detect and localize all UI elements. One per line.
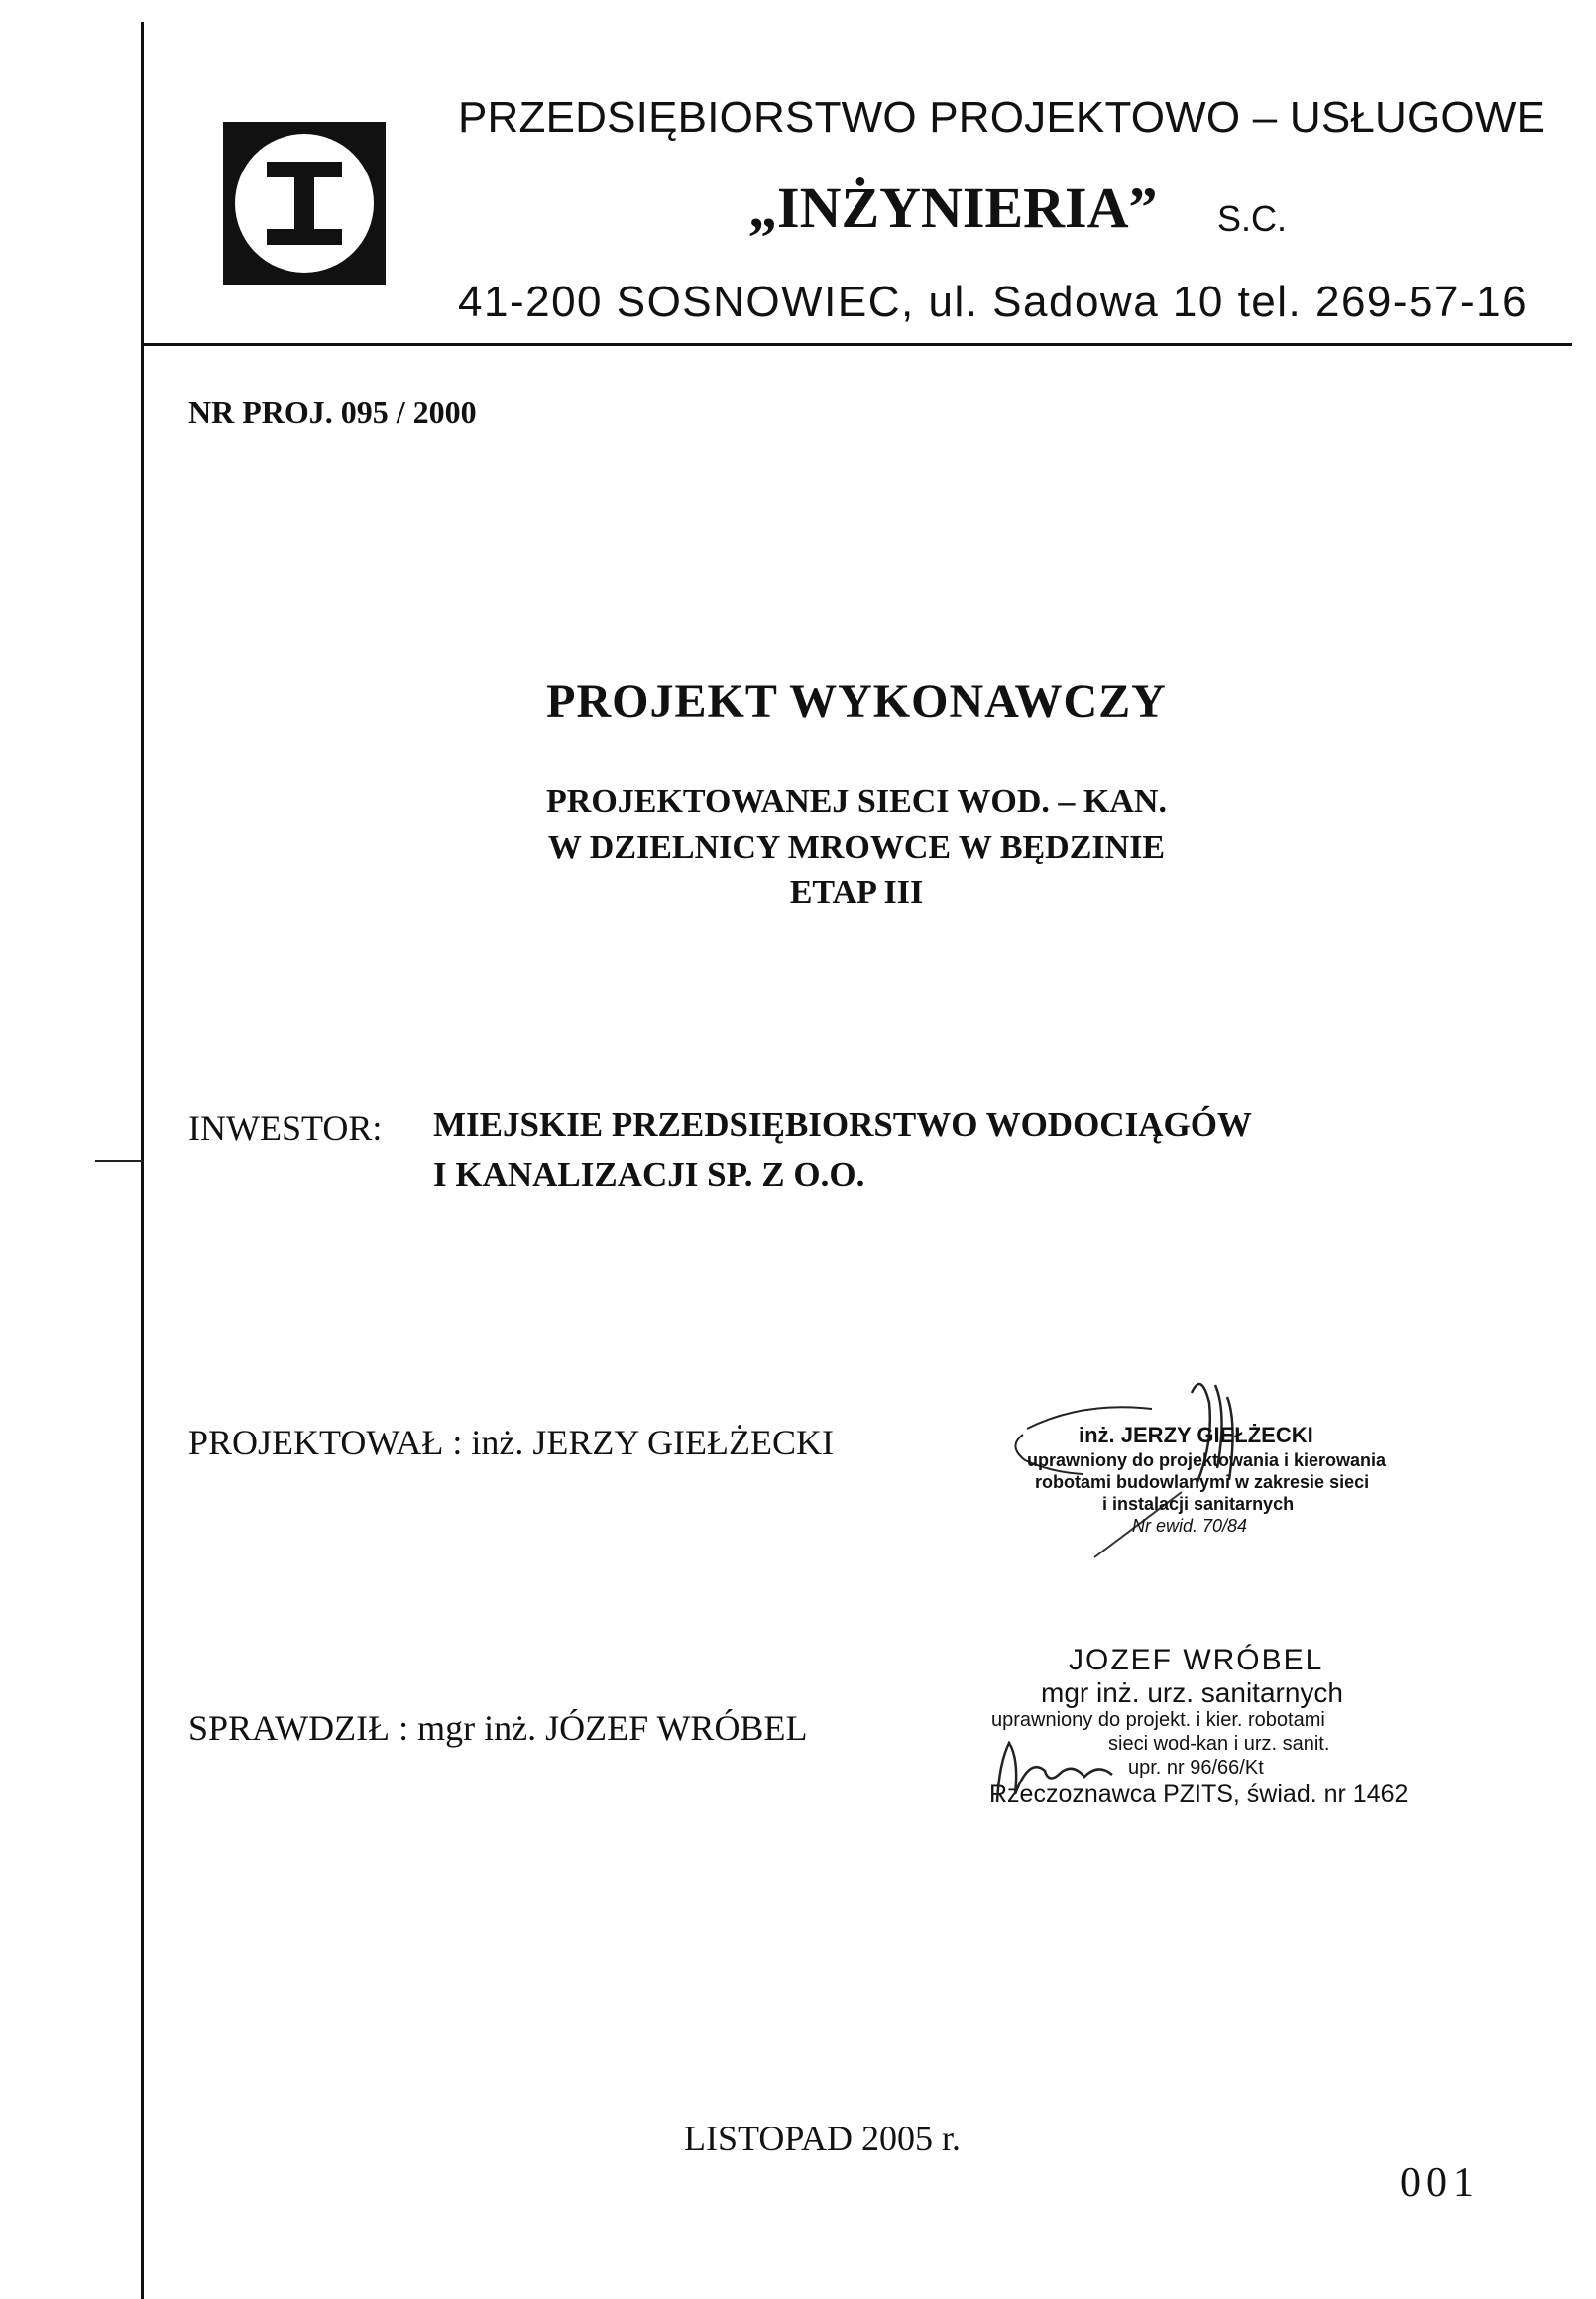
designer-line: PROJEKTOWAŁ : inż. JERZY GIEŁŻECKI <box>188 1423 834 1462</box>
stamp-line: robotami budowlanymi w zakresie sieci <box>1035 1472 1370 1492</box>
document-subtitle <box>141 779 1572 916</box>
stamp-line: Rzeczoznawca PZITS, świad. nr 1462 <box>989 1781 1409 1808</box>
margin-tick <box>95 1160 143 1162</box>
page-number: 001 <box>1400 2160 1480 2206</box>
subtitle-line: PROJEKTOWANEJ SIECI WOD. – KAN. <box>546 783 1167 820</box>
document-title: PROJEKT WYKONAWCZY <box>546 675 1167 728</box>
stamp-line: mgr inż. urz. sanitarnych <box>1041 1677 1343 1708</box>
header-rule <box>141 343 1572 346</box>
designer-stamp <box>1003 1373 1400 1571</box>
investor-name-line: MIEJSKIE PRZEDSIĘBIORSTWO WODOCIĄGÓW <box>433 1105 1252 1144</box>
stamp-line: Nr ewid. 70/84 <box>1132 1516 1248 1536</box>
stamp-line: uprawniony do projektowania i kierowania <box>1027 1450 1387 1470</box>
investor-label: INWESTOR: <box>188 1108 383 1148</box>
firm-type: PRZEDSIĘBIORSTWO PROJEKTOWO – USŁUGOWE <box>458 93 1546 142</box>
checker-stamp <box>989 1638 1465 1836</box>
document-date: LISTOPAD 2005 r. <box>684 2119 962 2158</box>
firm-name: „INŻYNIERIA” <box>748 175 1158 240</box>
investor-name-line: I KANALIZACJI SP. Z O.O. <box>433 1155 865 1194</box>
stamp-line: upr. nr 96/66/Kt <box>1128 1757 1264 1779</box>
company-logo <box>223 122 386 285</box>
stamp-line: uprawniony do projekt. i kier. robotami <box>991 1709 1325 1731</box>
stamp-line: sieci wod-kan i urz. sanit. <box>1108 1733 1330 1755</box>
logo-i-stem <box>294 173 314 233</box>
checker-signature-graphic <box>989 1733 1128 1822</box>
stamp-line: i instalacji sanitarnych <box>1102 1494 1295 1514</box>
project-number: NR PROJ. 095 / 2000 <box>188 395 477 430</box>
checker-line: SPRAWDZIŁ : mgr inż. JÓZEF WRÓBEL <box>188 1708 808 1748</box>
stamp-line: JOZEF WRÓBEL <box>1069 1644 1324 1676</box>
firm-address: 41-200 SOSNOWIEC, ul. Sadowa 10 tel. 269-57-16 <box>458 278 1529 326</box>
logo-i-bottom <box>267 229 342 245</box>
stamp-line: inż. JERZY GIEŁŻECKI <box>1079 1423 1313 1447</box>
firm-suffix: S.C. <box>1217 198 1288 239</box>
subtitle-line: W DZIELNICY MROWCE W BĘDZINIE <box>547 829 1166 865</box>
subtitle-line: ETAP III <box>789 874 924 911</box>
